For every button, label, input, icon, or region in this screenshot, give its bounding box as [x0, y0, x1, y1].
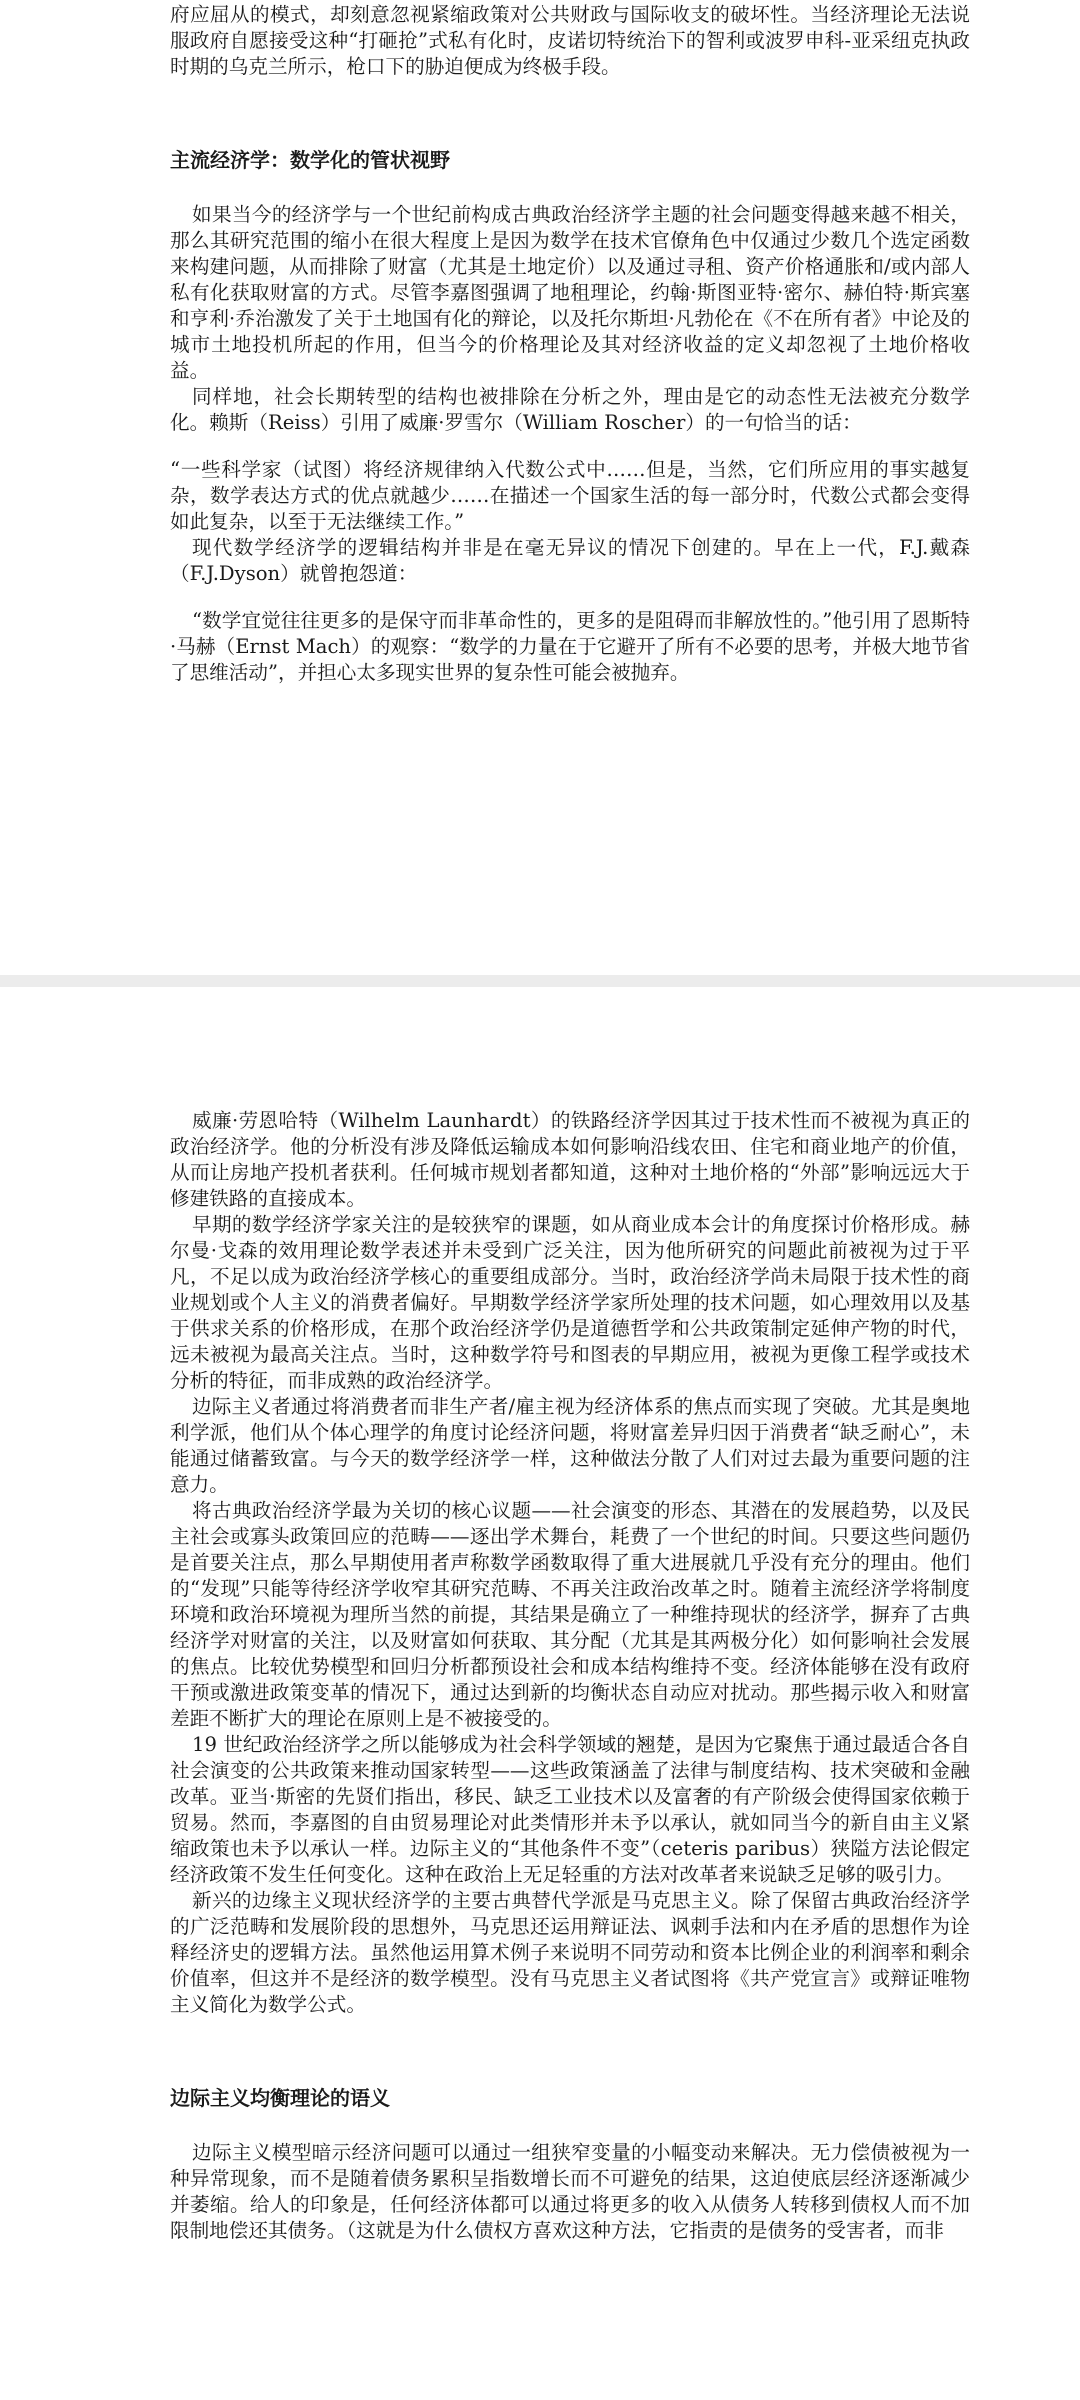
paragraph: 府应屈从的模式，却刻意忽视紧缩政策对公共财政与国际收支的破坏性。当经济理论无法说服政府自愿接受这种“打砸抢”式私有化时，皮诺切特统治下的智利或波罗申科-亚采纽克执政时期的乌克兰所示，枪口下的胁迫便成为终极手段。	[170, 3, 970, 78]
block-quote: “数学宜觉往往更多的是保守而非革命性的，更多的是阻碍而非解放性的。”他引用了恩斯特·马赫（Ernst Mach）的观察：“数学的力量在于它避开了所有不必要的思考，并极大地节省了思维活动”，并担心太多现实世界的复杂性可能会被抛弃。	[170, 609, 970, 684]
document-page-2[interactable]	[0, 987, 1080, 2400]
paragraph: 同样地，社会长期转型的结构也被排除在分析之外，理由是它的动态性无法被充分数学化。赖斯（Reiss）引用了威廉·罗雪尔（William Roscher）的一句恰当的话：	[170, 385, 970, 434]
section-heading: 边际主义均衡理论的语义	[170, 2086, 390, 2110]
page-2-content	[170, 1108, 970, 2244]
paragraph: 将古典政治经济学最为关切的核心议题——社会演变的形态、其潜在的发展趋势，以及民主社会或寡头政策回应的范畴——逐出学术舞台，耗费了一个世纪的时间。只要这些问题仍是首要关注点，那么早期使用者声称数学函数取得了重大进展就几乎没有充分的理由。他们的“发现”只能等待经济学收窄其研究范畴、不再关注政治改革之时。随着主流经济学将制度环境和政治环境视为理所当然的前提，其结果是确立了一种维持现状的经济学，摒弃了古典经济学对财富的关注，以及财富如何获取、其分配（尤其是其两极分化）如何影响社会发展的焦点。比较优势模型和回归分析都预设社会和成本结构维持不变。经济体能够在没有政府干预或激进政策变革的情况下，通过达到新的均衡状态自动应对扰动。那些揭示收入和财富差距不断扩大的理论在原则上是不被接受的。	[170, 1499, 970, 1730]
paragraph: 边际主义模型暗示经济问题可以通过一组狭窄变量的小幅变动来解决。无力偿债被视为一种异常现象，而不是随着债务累积呈指数增长而不可避免的结果，这迫使底层经济逐渐减少并萎缩。给人的印象是，任何经济体都可以通过将更多的收入从债务人转移到债权人而不加限制地偿还其债务。（这就是为什么债权方喜欢这种方法，它指责的是债务的受害者，而非	[170, 2141, 970, 2242]
page-separator	[0, 975, 1080, 987]
page-1-content	[170, 2, 970, 686]
section-heading: 主流经济学：数学化的管状视野	[170, 148, 450, 172]
paragraph: 现代数学经济学的逻辑结构并非是在毫无异议的情况下创建的。早在上一代，F.J.戴森（F.J.Dyson）就曾抱怨道：	[170, 536, 970, 585]
paragraph: 威廉·劳恩哈特（Wilhelm Launhardt）的铁路经济学因其过于技术性而不被视为真正的政治经济学。他的分析没有涉及降低运输成本如何影响沿线农田、住宅和商业地产的价值，从而让房地产投机者获利。任何城市规划者都知道，这种对土地价格的“外部”影响远远大于修建铁路的直接成本。	[170, 1109, 970, 1210]
paragraph: 早期的数学经济学家关注的是较狭窄的课题，如从商业成本会计的角度探讨价格形成。赫尔曼·戈森的效用理论数学表述并未受到广泛关注，因为他所研究的问题此前被视为过于平凡，不足以成为政治经济学核心的重要组成部分。当时，政治经济学尚未局限于技术性的商业规划或个人主义的消费者偏好。早期数学经济学家所处理的技术问题，如心理效用以及基于供求关系的价格形成，在那个政治经济学仍是道德哲学和公共政策制定延伸产物的时代，远未被视为最高关注点。当时，这种数学符号和图表的早期应用，被视为更像工程学或技术分析的特征，而非成熟的政治经济学。	[170, 1213, 970, 1392]
block-quote: “一些科学家（试图）将经济规律纳入代数公式中……但是，当然，它们所应用的事实越复杂，数学表达方式的优点就越少……在描述一个国家生活的每一部分时，代数公式都会变得如此复杂，以至于无法继续工作。”	[170, 458, 970, 533]
paragraph: 边际主义者通过将消费者而非生产者/雇主视为经济体系的焦点而实现了突破。尤其是奥地利学派，他们从个体心理学的角度讨论经济问题，将财富差异归因于消费者“缺乏耐心”，未能通过储蓄致富。与今天的数学经济学一样，这种做法分散了人们对过去最为重要问题的注意力。	[170, 1395, 970, 1496]
document-page-1[interactable]	[0, 0, 1080, 975]
paragraph: 如果当今的经济学与一个世纪前构成古典政治经济学主题的社会问题变得越来越不相关，那么其研究范围的缩小在很大程度上是因为数学在技术官僚角色中仅通过少数几个选定函数来构建问题，从而排除了财富（尤其是土地定价）以及通过寻租、资产价格通胀和/或内部人私有化获取财富的方式。尽管李嘉图强调了地租理论，约翰·斯图亚特·密尔、赫伯特·斯宾塞和亨利·乔治激发了关于土地国有化的辩论，以及托尔斯坦·凡勃伦在《不在所有者》中论及的城市土地投机所起的作用，但当今的价格理论及其对经济收益的定义却忽视了土地价格收益。	[170, 203, 970, 382]
paragraph: 19 世纪政治经济学之所以能够成为社会科学领域的翘楚，是因为它聚焦于通过最适合各自社会演变的公共政策来推动国家转型——这些政策涵盖了法律与制度结构、技术突破和金融改革。亚当·斯密的先贤们指出，移民、缺乏工业技术以及富奢的有产阶级会使得国家依赖于贸易。然而，李嘉图的自由贸易理论对此类情形并未予以承认，就如同当今的新自由主义紧缩政策也未予以承认一样。边际主义的“其他条件不变”（ceteris paribus）狭隘方法论假定经济政策不发生任何变化。这种在政治上无足轻重的方法对改革者来说缺乏足够的吸引力。	[170, 1733, 970, 1886]
paragraph: 新兴的边缘主义现状经济学的主要古典替代学派是马克思主义。除了保留古典政治经济学的广泛范畴和发展阶段的思想外，马克思还运用辩证法、讽刺手法和内在矛盾的思想作为诠释经济史的逻辑方法。虽然他运用算术例子来说明不同劳动和资本比例企业的利润率和剩余价值率，但这并不是经济的数学模型。没有马克思主义者试图将《共产党宣言》或辩证唯物主义简化为数学公式。	[170, 1889, 970, 2016]
